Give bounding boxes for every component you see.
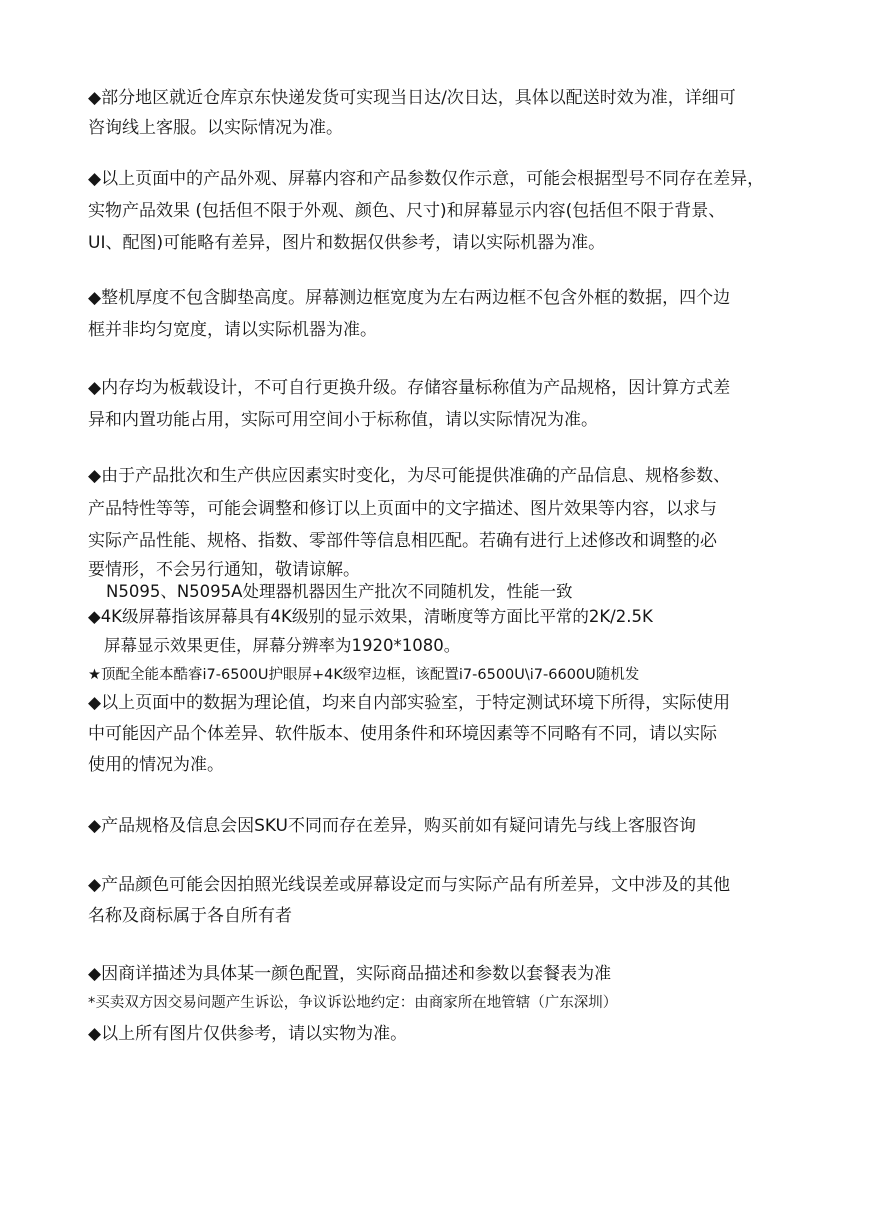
note-color-line-1: ◆产品颜色可能会因拍照光线误差或屏幕设定而与实际产品有所差异，文中涉及的其他 — [88, 875, 731, 895]
note-batch-line-1: ◆由于产品批次和生产供应因素实时变化，为尽可能提供准确的产品信息、规格参数、 — [88, 466, 731, 486]
note-thickness-line-1: ◆整机厚度不包含脚垫高度。屏幕测边框宽度为左右两边框不包含外框的数据，四个边 — [88, 288, 731, 308]
note-lab-data-line-3: 使用的情况为准。 — [88, 755, 224, 775]
note-memory-line-2: 异和内置功能占用，实际可用空间小于标称值，请以实际情况为准。 — [88, 410, 598, 430]
note-4k-screen-line-2: 屏幕显示效果更佳，屏幕分辨率为1920*1080。 — [104, 636, 461, 655]
note-processor: N5095、N5095A处理器机器因生产批次不同随机发，性能一致 — [106, 582, 573, 601]
note-appearance-line-1: ◆以上页面中的产品外观、屏幕内容和产品参数仅作示意，可能会根据型号不同存在差异， — [88, 169, 765, 189]
note-images-reference: ◆以上所有图片仅供参考，请以实物为准。 — [88, 1024, 408, 1044]
note-delivery-line-1: ◆部分地区就近仓库京东快递发货可实现当日达/次日达，具体以配送时效为准，详细可 — [88, 88, 736, 108]
note-memory-line-1: ◆内存均为板载设计，不可自行更换升级。存储容量标称值为产品规格，因计算方式差 — [88, 378, 731, 398]
note-sku: ◆产品规格及信息会因SKU不同而存在差异，购买前如有疑问请先与线上客服咨询 — [88, 816, 696, 836]
note-appearance-line-3: UI、配图)可能略有差异，图片和数据仅供参考，请以实际机器为准。 — [88, 233, 606, 253]
note-lab-data-line-2: 中可能因产品个体差异、软件版本、使用条件和环境因素等不同略有不同，请以实际 — [88, 724, 717, 744]
note-appearance-line-2: 实物产品效果 (包括但不限于外观、颜色、尺寸)和屏幕显示内容(包括但不限于背景、 — [88, 201, 726, 221]
note-package-table: ◆因商详描述为具体某一颜色配置，实际商品描述和参数以套餐表为准 — [88, 964, 612, 984]
note-thickness-line-2: 框并非均匀宽度，请以实际机器为准。 — [88, 320, 377, 340]
note-litigation: *买卖双方因交易问题产生诉讼，争议诉讼地约定：由商家所在地管辖（广东深圳） — [88, 995, 618, 1011]
note-delivery-line-2: 咨询线上客服。以实际情况为准。 — [88, 118, 343, 138]
note-batch-line-2: 产品特性等等，可能会调整和修订以上页面中的文字描述、图片效果等内容，以求与 — [88, 499, 717, 519]
note-top-config: ★顶配全能本酷睿i7-6500U护眼屏+4K级窄边框，该配置i7-6500U\i7-6600U随机发 — [88, 667, 640, 683]
note-batch-line-4: 要情形，不会另行通知，敬请谅解。 — [88, 560, 360, 580]
note-color-line-2: 名称及商标属于各自所有者 — [88, 906, 292, 926]
note-lab-data-line-1: ◆以上页面中的数据为理论值，均来自内部实验室，于特定测试环境下所得，实际使用 — [88, 693, 731, 713]
note-4k-screen-line-1: ◆4K级屏幕指该屏幕具有4K级别的显示效果，清晰度等方面比平常的2K/2.5K — [88, 607, 653, 626]
note-batch-line-3: 实际产品性能、规格、指数、零部件等信息相匹配。若确有进行上述修改和调整的必 — [88, 531, 717, 551]
